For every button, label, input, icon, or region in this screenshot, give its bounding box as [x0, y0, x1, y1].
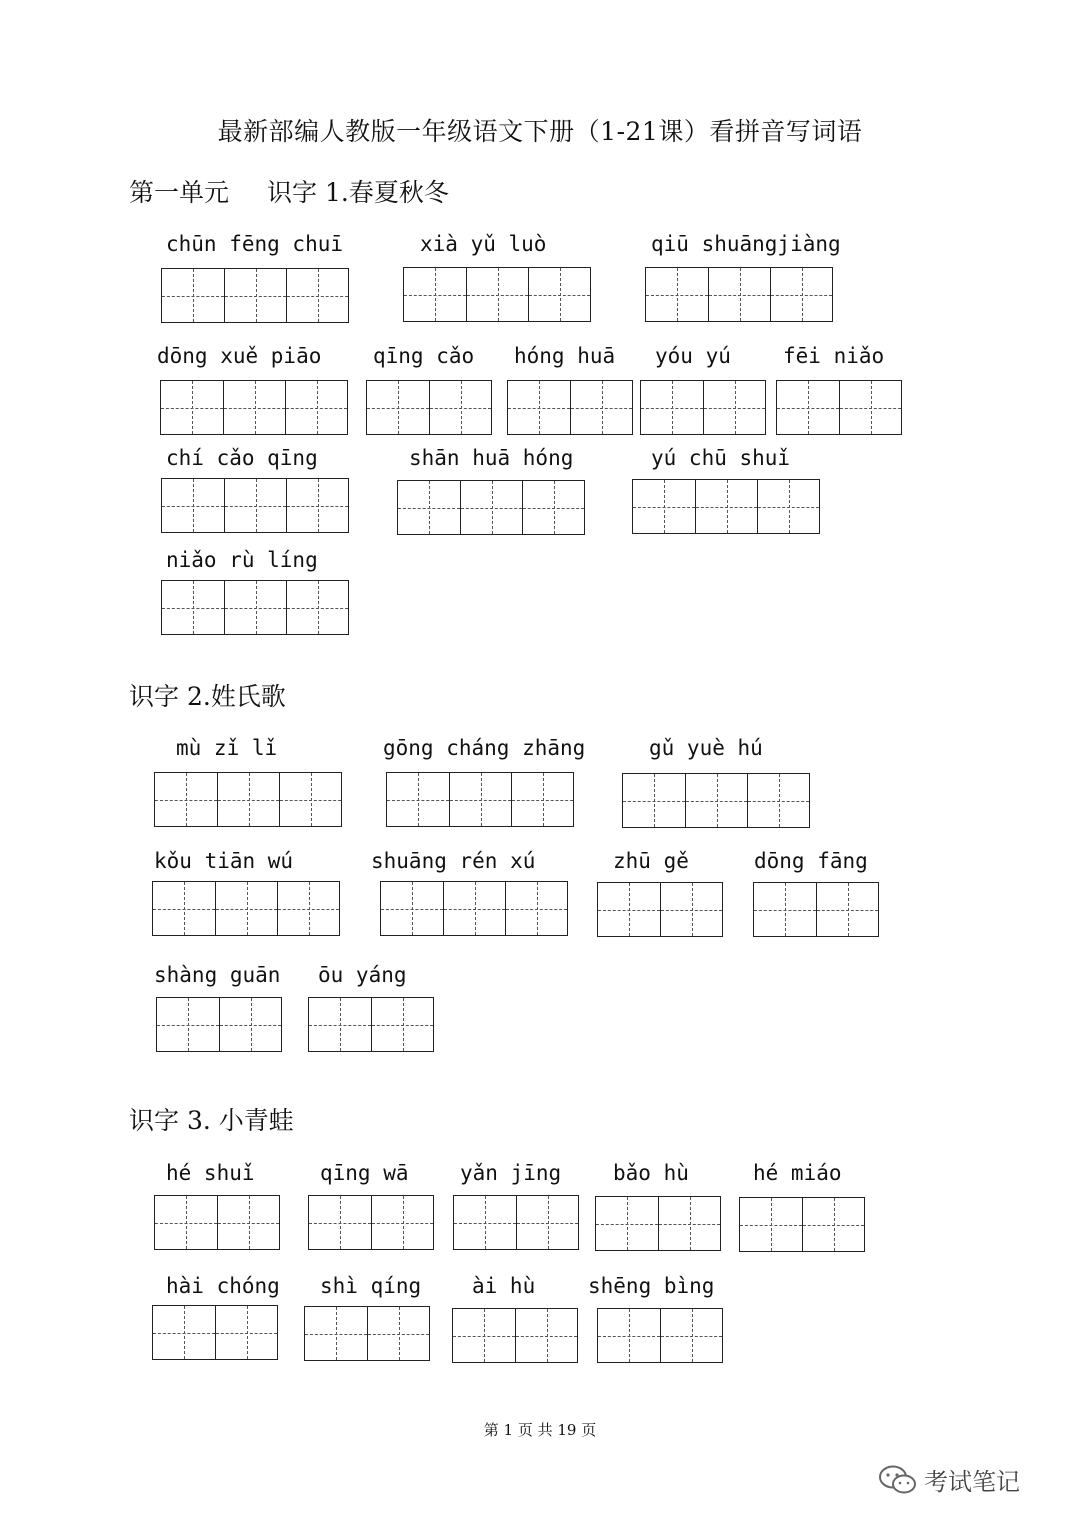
writing-grid[interactable] [304, 1306, 430, 1361]
tianzige-cell[interactable] [658, 1197, 720, 1250]
pinyin-label: xià yǔ luò [420, 232, 547, 256]
pinyin-label: shì qíng [320, 1274, 422, 1298]
tianzige-cell[interactable] [309, 998, 371, 1051]
tianzige-cell[interactable] [161, 381, 223, 434]
pinyin-label: mù zǐ lǐ [176, 736, 278, 760]
tianzige-cell[interactable] [747, 774, 809, 827]
writing-grid[interactable] [776, 380, 902, 435]
pinyin-label: qiū shuāngjiàng [651, 232, 841, 256]
tianzige-cell[interactable] [367, 1307, 429, 1360]
writing-grid[interactable] [152, 1305, 278, 1360]
writing-grid[interactable] [597, 882, 723, 937]
tianzige-cell[interactable] [660, 1309, 722, 1362]
tianzige-cell[interactable] [404, 268, 466, 321]
tianzige-cell[interactable] [429, 381, 491, 434]
tianzige-cell[interactable] [641, 381, 703, 434]
tianzige-cell[interactable] [466, 268, 528, 321]
tianzige-cell[interactable] [215, 882, 277, 935]
pinyin-label: gǔ yuè hú [649, 736, 763, 760]
lesson-label: 识字 3. 小青蛙 [129, 1106, 294, 1135]
tianzige-cell[interactable] [598, 883, 660, 936]
tianzige-cell[interactable] [223, 381, 285, 434]
writing-grid[interactable] [640, 380, 766, 435]
tianzige-cell[interactable] [515, 1309, 577, 1362]
section-heading-1 [129, 173, 449, 209]
tianzige-cell[interactable] [802, 1198, 864, 1251]
tianzige-cell[interactable] [596, 1197, 658, 1250]
writing-grid[interactable] [160, 380, 348, 435]
tianzige-cell[interactable] [685, 774, 747, 827]
tianzige-cell[interactable] [162, 269, 224, 322]
tianzige-cell[interactable] [305, 1307, 367, 1360]
tianzige-cell[interactable] [387, 773, 449, 826]
tianzige-cell[interactable] [522, 481, 584, 534]
pinyin-label: yú chū shuǐ [651, 446, 791, 470]
tianzige-cell[interactable] [511, 773, 573, 826]
tianzige-cell[interactable] [367, 381, 429, 434]
tianzige-cell[interactable] [516, 1196, 578, 1249]
tianzige-cell[interactable] [443, 882, 505, 935]
watermark [878, 1462, 1020, 1497]
page-footer: 第 1 页 共 19 页 [483, 1421, 597, 1439]
tianzige-cell[interactable] [528, 268, 590, 321]
pinyin-label: dōng fāng [754, 849, 868, 873]
pinyin-label: shàng guān [154, 963, 281, 987]
tianzige-cell[interactable] [633, 480, 695, 533]
tianzige-cell[interactable] [695, 480, 757, 533]
tianzige-cell[interactable] [224, 269, 286, 322]
tianzige-cell[interactable] [570, 381, 632, 434]
lesson-label: 识字 1.春夏秋冬 [267, 178, 449, 207]
tianzige-cell[interactable] [371, 1196, 433, 1249]
tianzige-cell[interactable] [217, 773, 279, 826]
writing-grid[interactable] [386, 772, 574, 827]
tianzige-cell[interactable] [224, 479, 286, 532]
pinyin-label: gōng cháng zhāng [383, 736, 586, 760]
tianzige-cell[interactable] [162, 581, 224, 634]
writing-grid[interactable] [154, 1195, 280, 1250]
writing-grid[interactable] [753, 882, 879, 937]
tianzige-cell[interactable] [839, 381, 901, 434]
writing-grid[interactable] [161, 478, 349, 533]
writing-grid[interactable] [308, 997, 434, 1052]
tianzige-cell[interactable] [453, 1309, 515, 1362]
tianzige-cell[interactable] [660, 883, 722, 936]
pinyin-label: hé shuǐ [166, 1161, 255, 1185]
tianzige-cell[interactable] [816, 883, 878, 936]
lesson-label: 识字 2.姓氏歌 [129, 682, 286, 711]
tianzige-cell[interactable] [286, 479, 348, 532]
pinyin-label: kǒu tiān wú [154, 849, 294, 873]
writing-grid[interactable] [308, 1195, 434, 1250]
watermark-text: 考试笔记 [924, 1468, 1020, 1496]
tianzige-cell[interactable] [381, 882, 443, 935]
tianzige-cell[interactable] [598, 1309, 660, 1362]
tianzige-cell[interactable] [708, 268, 770, 321]
pinyin-label: bǎo hù [613, 1161, 689, 1185]
tianzige-cell[interactable] [217, 1196, 279, 1249]
writing-grid[interactable] [507, 380, 633, 435]
pinyin-label: zhū gě [613, 849, 689, 873]
unit-label: 第一单元 [129, 178, 230, 207]
tianzige-cell[interactable] [757, 480, 819, 533]
pinyin-label: fēi niǎo [783, 344, 885, 368]
pinyin-label: qīng cǎo [373, 344, 475, 368]
writing-grid[interactable] [452, 1308, 578, 1363]
writing-grid[interactable] [597, 1308, 723, 1363]
pinyin-label: shēng bìng [588, 1274, 715, 1298]
tianzige-cell[interactable] [309, 1196, 371, 1249]
writing-grid[interactable] [595, 1196, 721, 1251]
tianzige-cell[interactable] [740, 1198, 802, 1251]
tianzige-cell[interactable] [454, 1196, 516, 1249]
writing-grid[interactable] [366, 380, 492, 435]
pinyin-label: ōu yáng [318, 963, 407, 987]
tianzige-cell[interactable] [460, 481, 522, 534]
writing-grid[interactable] [161, 268, 349, 323]
tianzige-cell[interactable] [155, 1196, 217, 1249]
section-heading-3 [129, 1101, 294, 1137]
tianzige-cell[interactable] [398, 481, 460, 534]
section-heading-2 [129, 677, 286, 713]
pinyin-label: shuāng rén xú [371, 849, 536, 873]
tianzige-cell[interactable] [505, 882, 567, 935]
pinyin-label: chūn fēng chuī [166, 232, 344, 256]
tianzige-cell[interactable] [215, 1306, 277, 1359]
writing-grid[interactable] [622, 773, 810, 828]
writing-grid[interactable] [154, 772, 342, 827]
pinyin-label: hé miáo [753, 1161, 842, 1185]
pinyin-label: niǎo rù líng [166, 548, 318, 572]
tianzige-cell[interactable] [224, 581, 286, 634]
tianzige-cell[interactable] [277, 882, 339, 935]
tianzige-cell[interactable] [279, 773, 341, 826]
tianzige-cell[interactable] [286, 581, 348, 634]
pinyin-label: yǎn jīng [460, 1161, 562, 1185]
pinyin-label: qīng wā [320, 1161, 409, 1185]
tianzige-cell[interactable] [646, 268, 708, 321]
tianzige-cell[interactable] [286, 269, 348, 322]
pinyin-label: hài chóng [166, 1274, 280, 1298]
tianzige-cell[interactable] [770, 268, 832, 321]
writing-grid[interactable] [403, 267, 591, 322]
pinyin-label: hóng huā [514, 344, 616, 368]
pinyin-label: ài hù [472, 1274, 536, 1298]
tianzige-cell[interactable] [371, 998, 433, 1051]
tianzige-cell[interactable] [449, 773, 511, 826]
writing-grid[interactable] [152, 881, 340, 936]
pinyin-label: yóu yú [655, 344, 731, 368]
wechat-icon [878, 1464, 918, 1496]
tianzige-cell[interactable] [162, 479, 224, 532]
writing-grid[interactable] [397, 480, 585, 535]
tianzige-cell[interactable] [285, 381, 347, 434]
writing-grid[interactable] [739, 1197, 865, 1252]
tianzige-cell[interactable] [153, 1306, 215, 1359]
pinyin-label: shān huā hóng [409, 446, 574, 470]
page-title: 最新部编人教版一年级语文下册（1-21课）看拼音写词语 [217, 117, 863, 146]
tianzige-cell[interactable] [155, 773, 217, 826]
pinyin-label: dōng xuě piāo [157, 344, 322, 368]
writing-grid[interactable] [156, 997, 282, 1052]
tianzige-cell[interactable] [623, 774, 685, 827]
tianzige-cell[interactable] [777, 381, 839, 434]
writing-grid[interactable] [645, 267, 833, 322]
writing-grid[interactable] [632, 479, 820, 534]
tianzige-cell[interactable] [153, 882, 215, 935]
writing-grid[interactable] [453, 1195, 579, 1250]
tianzige-cell[interactable] [508, 381, 570, 434]
tianzige-cell[interactable] [157, 998, 219, 1051]
tianzige-cell[interactable] [219, 998, 281, 1051]
writing-grid[interactable] [380, 881, 568, 936]
tianzige-cell[interactable] [703, 381, 765, 434]
writing-grid[interactable] [161, 580, 349, 635]
tianzige-cell[interactable] [754, 883, 816, 936]
pinyin-label: chí cǎo qīng [166, 446, 318, 470]
